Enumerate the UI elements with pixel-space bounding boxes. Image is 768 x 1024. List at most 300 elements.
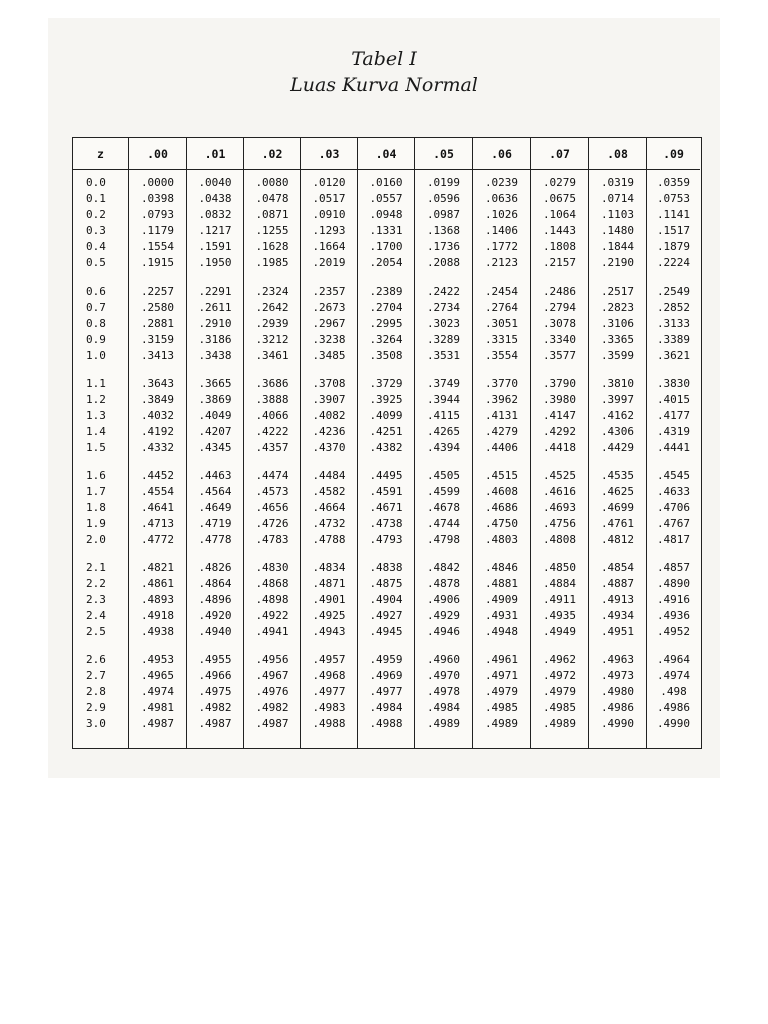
probability-cell: .4192 [140, 425, 175, 438]
normal-distribution-table [72, 137, 702, 749]
probability-cell: .4963 [600, 653, 635, 666]
probability-cell: .3944 [426, 393, 461, 406]
probability-cell: .1517 [656, 224, 691, 237]
probability-cell: .2910 [198, 317, 232, 330]
probability-cell: .4975 [198, 685, 232, 698]
z-value-cell: 1.8 [86, 501, 106, 514]
probability-cell: .4656 [255, 501, 289, 514]
probability-cell: .2517 [600, 285, 635, 298]
probability-cell: .4582 [312, 485, 346, 498]
probability-cell: .2967 [312, 317, 346, 330]
probability-cell: .4974 [656, 669, 691, 682]
probability-cell: .4850 [542, 561, 577, 574]
probability-cell: .0793 [140, 208, 175, 221]
probability-cell: .1293 [312, 224, 346, 237]
probability-cell: .2764 [484, 301, 519, 314]
probability-cell: .0438 [198, 192, 232, 205]
probability-cell: .4394 [426, 441, 461, 454]
probability-cell: .3315 [484, 333, 519, 346]
probability-cell: .4868 [255, 577, 289, 590]
probability-cell: .2939 [255, 317, 289, 330]
probability-cell: .4871 [312, 577, 346, 590]
probability-cell: .4732 [312, 517, 346, 530]
probability-cell: .4967 [255, 669, 289, 682]
probability-cell: .0040 [198, 176, 232, 189]
probability-cell: .0279 [542, 176, 577, 189]
probability-cell: .4884 [542, 577, 577, 590]
probability-cell: .3531 [426, 349, 461, 362]
column-header: z [73, 138, 128, 170]
probability-cell: .0199 [426, 176, 461, 189]
probability-cell: .4913 [600, 593, 635, 606]
probability-cell: .2054 [369, 256, 403, 269]
probability-cell: .4505 [426, 469, 461, 482]
probability-cell: .1554 [140, 240, 175, 253]
probability-cell: .4934 [600, 609, 635, 622]
probability-cell: .4778 [198, 533, 232, 546]
probability-cell: .4177 [656, 409, 691, 422]
probability-cell: .2324 [255, 285, 289, 298]
probability-cell: .4974 [140, 685, 175, 698]
probability-cell: .4893 [140, 593, 175, 606]
probability-cell: .1255 [255, 224, 289, 237]
probability-cell: .3599 [600, 349, 635, 362]
probability-cell: .2389 [369, 285, 403, 298]
z-value-cell: 0.3 [86, 224, 106, 237]
probability-cell: .4980 [600, 685, 635, 698]
z-value-cell: 0.9 [86, 333, 106, 346]
column-header: .00 [129, 138, 186, 170]
probability-cell: .3554 [484, 349, 519, 362]
probability-cell: .2881 [140, 317, 175, 330]
probability-cell: .4099 [369, 409, 403, 422]
probability-cell: .4896 [198, 593, 232, 606]
probability-cell: .4922 [255, 609, 289, 622]
probability-cell: .4812 [600, 533, 635, 546]
probability-cell: .0000 [140, 176, 175, 189]
probability-cell: .4625 [600, 485, 635, 498]
probability-cell: .4878 [426, 577, 461, 590]
probability-cell: .4986 [600, 701, 635, 714]
probability-cell: .4821 [140, 561, 175, 574]
probability-cell: .4906 [426, 593, 461, 606]
probability-cell: .4861 [140, 577, 175, 590]
probability-cell: .4693 [542, 501, 577, 514]
probability-cell: .4962 [542, 653, 577, 666]
column-7 [472, 138, 530, 748]
probability-cell: .4987 [255, 717, 289, 730]
probability-cell: .2823 [600, 301, 635, 314]
probability-cell: .4738 [369, 517, 403, 530]
probability-cell: .4948 [484, 625, 519, 638]
probability-cell: .4131 [484, 409, 519, 422]
probability-cell: .4484 [312, 469, 346, 482]
probability-cell: .1368 [426, 224, 461, 237]
probability-cell: .4929 [426, 609, 461, 622]
probability-cell: .3438 [198, 349, 232, 362]
probability-cell: .1217 [198, 224, 232, 237]
probability-cell: .1915 [140, 256, 175, 269]
probability-cell: .4713 [140, 517, 175, 530]
column-z [73, 138, 128, 748]
probability-cell: .1808 [542, 240, 577, 253]
column-header: .05 [415, 138, 472, 170]
probability-cell: .4015 [656, 393, 691, 406]
probability-cell: .4279 [484, 425, 519, 438]
probability-cell: .4970 [426, 669, 461, 682]
column-2 [186, 138, 243, 748]
probability-cell: .4957 [312, 653, 346, 666]
probability-cell: .4965 [140, 669, 175, 682]
probability-cell: .2580 [140, 301, 175, 314]
probability-cell: .3461 [255, 349, 289, 362]
z-value-cell: 0.1 [86, 192, 106, 205]
probability-cell: .0832 [198, 208, 232, 221]
page-subtitle: Luas Kurva Normal [290, 74, 478, 96]
column-4 [300, 138, 357, 748]
z-value-cell: 0.8 [86, 317, 106, 330]
probability-cell: .4990 [656, 717, 691, 730]
probability-cell: .2734 [426, 301, 461, 314]
probability-cell: .1844 [600, 240, 635, 253]
probability-cell: .4608 [484, 485, 519, 498]
probability-cell: .4830 [255, 561, 289, 574]
probability-cell: .4941 [255, 625, 289, 638]
probability-cell: .4864 [198, 577, 232, 590]
probability-cell: .3708 [312, 377, 346, 390]
column-9 [588, 138, 646, 748]
probability-cell: .4972 [542, 669, 577, 682]
probability-cell: .4616 [542, 485, 577, 498]
probability-cell: .4989 [426, 717, 461, 730]
probability-cell: .4946 [426, 625, 461, 638]
probability-cell: .4990 [600, 717, 635, 730]
probability-cell: .3023 [426, 317, 461, 330]
probability-cell: .3925 [369, 393, 403, 406]
probability-cell: .4332 [140, 441, 175, 454]
probability-cell: .3051 [484, 317, 519, 330]
probability-cell: .4495 [369, 469, 403, 482]
probability-cell: .0120 [312, 176, 346, 189]
probability-cell: .0359 [656, 176, 691, 189]
probability-cell: .4599 [426, 485, 461, 498]
z-value-cell: 1.4 [86, 425, 106, 438]
probability-cell: .2794 [542, 301, 577, 314]
probability-cell: .1700 [369, 240, 403, 253]
probability-cell: .3238 [312, 333, 346, 346]
probability-cell: .4545 [656, 469, 691, 482]
z-value-cell: 2.1 [86, 561, 106, 574]
probability-cell: .3888 [255, 393, 289, 406]
probability-cell: .4918 [140, 609, 175, 622]
probability-cell: .2224 [656, 256, 691, 269]
probability-cell: .3365 [600, 333, 635, 346]
z-value-cell: 2.9 [86, 701, 106, 714]
probability-cell: .3749 [426, 377, 461, 390]
probability-cell: .4756 [542, 517, 577, 530]
z-value-cell: 2.7 [86, 669, 106, 682]
probability-cell: .3577 [542, 349, 577, 362]
probability-cell: .4936 [656, 609, 691, 622]
probability-cell: .4554 [140, 485, 175, 498]
probability-cell: .4904 [369, 593, 403, 606]
probability-cell: .1950 [198, 256, 232, 269]
probability-cell: .4984 [426, 701, 461, 714]
probability-cell: .4953 [140, 653, 175, 666]
column-header: .08 [589, 138, 646, 170]
z-value-cell: 1.9 [86, 517, 106, 530]
probability-cell: .4966 [198, 669, 232, 682]
probability-cell: .4988 [369, 717, 403, 730]
probability-cell: .2549 [656, 285, 691, 298]
column-6 [414, 138, 472, 748]
probability-cell: .3133 [656, 317, 691, 330]
probability-cell: .4981 [140, 701, 175, 714]
column-8 [530, 138, 588, 748]
probability-cell: .4726 [255, 517, 289, 530]
z-value-cell: 1.2 [86, 393, 106, 406]
probability-cell: .4875 [369, 577, 403, 590]
probability-cell: .3078 [542, 317, 577, 330]
probability-cell: .3508 [369, 349, 403, 362]
probability-cell: .4985 [484, 701, 519, 714]
probability-cell: .4938 [140, 625, 175, 638]
probability-cell: .4982 [198, 701, 232, 714]
probability-cell: .4846 [484, 561, 519, 574]
probability-cell: .4678 [426, 501, 461, 514]
probability-cell: .4265 [426, 425, 461, 438]
probability-cell: .0714 [600, 192, 635, 205]
probability-cell: .4082 [312, 409, 346, 422]
probability-cell: .2486 [542, 285, 577, 298]
probability-cell: .4306 [600, 425, 635, 438]
probability-cell: .4943 [312, 625, 346, 638]
probability-cell: .4909 [484, 593, 519, 606]
probability-cell: .4292 [542, 425, 577, 438]
probability-cell: .0910 [312, 208, 346, 221]
probability-cell: .4382 [369, 441, 403, 454]
probability-cell: .4452 [140, 469, 175, 482]
probability-cell: .498 [660, 685, 687, 698]
column-header: .04 [358, 138, 414, 170]
probability-cell: .4706 [656, 501, 691, 514]
probability-cell: .4964 [656, 653, 691, 666]
probability-cell: .3264 [369, 333, 403, 346]
probability-cell: .4798 [426, 533, 461, 546]
probability-cell: .2257 [140, 285, 175, 298]
probability-cell: .4319 [656, 425, 691, 438]
probability-cell: .4976 [255, 685, 289, 698]
probability-cell: .4236 [312, 425, 346, 438]
probability-cell: .4251 [369, 425, 403, 438]
probability-cell: .4920 [198, 609, 232, 622]
probability-cell: .3389 [656, 333, 691, 346]
z-value-cell: 2.4 [86, 609, 106, 622]
probability-cell: .4842 [426, 561, 461, 574]
probability-cell: .4901 [312, 593, 346, 606]
z-value-cell: 2.5 [86, 625, 106, 638]
probability-cell: .0398 [140, 192, 175, 205]
probability-cell: .4956 [255, 653, 289, 666]
probability-cell: .4525 [542, 469, 577, 482]
probability-cell: .2454 [484, 285, 519, 298]
probability-cell: .4935 [542, 609, 577, 622]
probability-cell: .0948 [369, 208, 403, 221]
probability-cell: .4826 [198, 561, 232, 574]
z-value-cell: 0.7 [86, 301, 106, 314]
probability-cell: .4890 [656, 577, 691, 590]
probability-cell: .4719 [198, 517, 232, 530]
probability-cell: .4969 [369, 669, 403, 682]
probability-cell: .4854 [600, 561, 635, 574]
probability-cell: .4564 [198, 485, 232, 498]
probability-cell: .0239 [484, 176, 519, 189]
probability-cell: .4357 [255, 441, 289, 454]
probability-cell: .4989 [484, 717, 519, 730]
probability-cell: .4370 [312, 441, 346, 454]
probability-cell: .3729 [369, 377, 403, 390]
z-value-cell: 2.6 [86, 653, 106, 666]
probability-cell: .3686 [255, 377, 289, 390]
probability-cell: .0517 [312, 192, 346, 205]
probability-cell: .1443 [542, 224, 577, 237]
probability-cell: .4881 [484, 577, 519, 590]
probability-cell: .1664 [312, 240, 346, 253]
probability-cell: .4983 [312, 701, 346, 714]
probability-cell: .3869 [198, 393, 232, 406]
probability-cell: .2190 [600, 256, 635, 269]
probability-cell: .4115 [426, 409, 461, 422]
probability-cell: .3830 [656, 377, 691, 390]
probability-cell: .3849 [140, 393, 175, 406]
probability-cell: .4783 [255, 533, 289, 546]
probability-cell: .0753 [656, 192, 691, 205]
probability-cell: .4803 [484, 533, 519, 546]
table-grid [73, 138, 701, 748]
probability-cell: .4207 [198, 425, 232, 438]
probability-cell: .3790 [542, 377, 577, 390]
probability-cell: .4686 [484, 501, 519, 514]
probability-cell: .4979 [542, 685, 577, 698]
z-value-cell: 1.3 [86, 409, 106, 422]
column-3 [243, 138, 300, 748]
z-value-cell: 1.1 [86, 377, 106, 390]
probability-cell: .1985 [255, 256, 289, 269]
z-value-cell: 2.0 [86, 533, 106, 546]
probability-cell: .2852 [656, 301, 691, 314]
probability-cell: .4988 [312, 717, 346, 730]
probability-cell: .4986 [656, 701, 691, 714]
probability-cell: .3621 [656, 349, 691, 362]
probability-cell: .4959 [369, 653, 403, 666]
probability-cell: .4987 [140, 717, 175, 730]
probability-cell: .4429 [600, 441, 635, 454]
probability-cell: .3907 [312, 393, 346, 406]
probability-cell: .0675 [542, 192, 577, 205]
probability-cell: .4808 [542, 533, 577, 546]
probability-cell: .4911 [542, 593, 577, 606]
probability-cell: .4977 [369, 685, 403, 698]
column-header: .09 [647, 138, 700, 170]
probability-cell: .1179 [140, 224, 175, 237]
z-value-cell: 0.0 [86, 176, 106, 189]
probability-cell: .4788 [312, 533, 346, 546]
probability-cell: .1064 [542, 208, 577, 221]
probability-cell: .4032 [140, 409, 175, 422]
probability-cell: .4147 [542, 409, 577, 422]
probability-cell: .3106 [600, 317, 635, 330]
probability-cell: .1736 [426, 240, 461, 253]
probability-cell: .4987 [198, 717, 232, 730]
probability-cell: .4978 [426, 685, 461, 698]
probability-cell: .4049 [198, 409, 232, 422]
probability-cell: .4927 [369, 609, 403, 622]
probability-cell: .3340 [542, 333, 577, 346]
z-value-cell: 1.6 [86, 469, 106, 482]
z-value-cell: 0.4 [86, 240, 106, 253]
probability-cell: .4977 [312, 685, 346, 698]
probability-cell: .0160 [369, 176, 403, 189]
column-1 [128, 138, 186, 748]
probability-cell: .4649 [198, 501, 232, 514]
probability-cell: .1026 [484, 208, 519, 221]
probability-cell: .3810 [600, 377, 635, 390]
probability-cell: .4960 [426, 653, 461, 666]
probability-cell: .3980 [542, 393, 577, 406]
probability-cell: .0319 [600, 176, 635, 189]
probability-cell: .4951 [600, 625, 635, 638]
probability-cell: .4931 [484, 609, 519, 622]
probability-cell: .4838 [369, 561, 403, 574]
probability-cell: .3159 [140, 333, 175, 346]
probability-cell: .4641 [140, 501, 175, 514]
probability-cell: .4664 [312, 501, 346, 514]
z-value-cell: 2.8 [86, 685, 106, 698]
probability-cell: .4573 [255, 485, 289, 498]
probability-cell: .4793 [369, 533, 403, 546]
probability-cell: .0636 [484, 192, 519, 205]
column-header: .01 [187, 138, 243, 170]
probability-cell: .1591 [198, 240, 232, 253]
probability-cell: .4474 [255, 469, 289, 482]
z-value-cell: 2.3 [86, 593, 106, 606]
probability-cell: .4971 [484, 669, 519, 682]
probability-cell: .3289 [426, 333, 461, 346]
probability-cell: .0871 [255, 208, 289, 221]
probability-cell: .4989 [542, 717, 577, 730]
probability-cell: .0080 [255, 176, 289, 189]
probability-cell: .4406 [484, 441, 519, 454]
probability-cell: .2611 [198, 301, 232, 314]
probability-cell: .1879 [656, 240, 691, 253]
probability-cell: .4750 [484, 517, 519, 530]
z-value-cell: 1.0 [86, 349, 106, 362]
z-value-cell: 1.7 [86, 485, 106, 498]
probability-cell: .3770 [484, 377, 519, 390]
column-header: .07 [531, 138, 588, 170]
probability-cell: .4973 [600, 669, 635, 682]
probability-cell: .1480 [600, 224, 635, 237]
probability-cell: .4982 [255, 701, 289, 714]
probability-cell: .1331 [369, 224, 403, 237]
probability-cell: .4949 [542, 625, 577, 638]
probability-cell: .4945 [369, 625, 403, 638]
probability-cell: .4968 [312, 669, 346, 682]
probability-cell: .4979 [484, 685, 519, 698]
probability-cell: .2995 [369, 317, 403, 330]
page-title: Tabel I [351, 48, 417, 70]
z-value-cell: 0.6 [86, 285, 106, 298]
